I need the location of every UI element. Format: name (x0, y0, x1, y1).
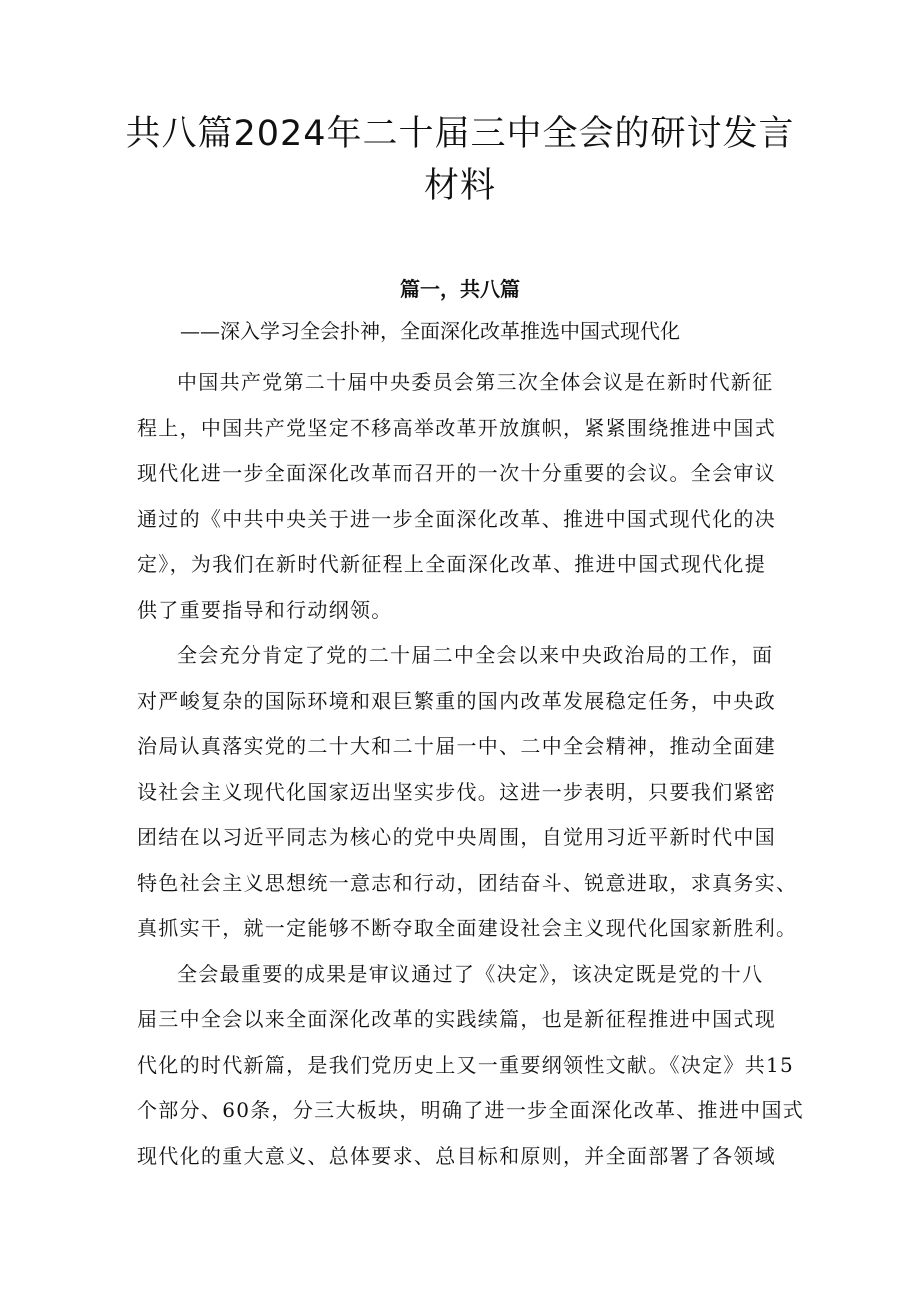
text-line: 程上，中国共产党坚定不移高举改革开放旗帜，紧紧围绕推进中国式 (137, 415, 776, 440)
text-line: 全会充分肯定了党的二十届二中全会以来中央政治局的工作，面 (177, 643, 774, 667)
title-line-2: 材料 (423, 166, 496, 206)
section-subtitle: ——深入学习全会扑神，全面深化改革推选中国式现代化 (180, 319, 680, 343)
text-line: 供了重要指导和行动纲领。 (137, 597, 393, 622)
text-line: 届三中全会以来全面深化改革的实践续篇，也是新征程推进中国式现 (137, 1007, 776, 1031)
paragraph-3 (137, 952, 805, 1180)
text-line: 全会最重要的成果是审议通过了《决定》，该决定既是党的十八 (177, 961, 764, 986)
document-body (137, 360, 805, 1179)
document-title (120, 108, 800, 212)
text-line: 个部分、60条，分三大板块，明确了进一步全面深化改革、推进中国式 (137, 1098, 805, 1122)
text-line: 设社会主义现代化国家迈出坚实步伐。这进一步表明，只要我们紧密 (137, 779, 776, 804)
text-line: 中国共产党第二十届中央委员会第三次全体会议是在新时代新征 (177, 370, 774, 394)
text-line: 现代化进一步全面深化改革而召开的一次十分重要的会议。全会审议 (137, 461, 776, 485)
text-line: 定》，为我们在新时代新征程上全面深化改革、推进中国式现代化提 (137, 552, 766, 576)
title-line-1: 共八篇2024年二十届三中全会的研讨发言 (125, 114, 795, 154)
text-line: 治局认真落实党的二十大和二十届一中、二中全会精神，推动全面建 (137, 734, 776, 758)
text-line: 代化的时代新篇，是我们党历史上又一重要纲领性文献。《决定》共15 (137, 1052, 795, 1077)
text-line: 对严峻复杂的国际环境和艰巨繁重的国内改革发展稳定任务，中央政 (137, 688, 776, 713)
paragraph-1 (137, 360, 787, 633)
text-line: 通过的《中共中央关于进一步全面深化改革、推进中国式现代化的决 (137, 506, 776, 531)
paragraph-2 (137, 633, 798, 952)
text-line: 现代化的重大意义、总体要求、总目标和原则，并全面部署了各领域 (137, 1143, 776, 1168)
text-line: 特色社会主义思想统一意志和行动，团结奋斗、锐意进取，求真务实、 (137, 870, 798, 895)
text-line: 团结在以习近平同志为核心的党中央周围，自觉用习近平新时代中国 (137, 825, 776, 849)
text-line: 真抓实干，就一定能够不断夺取全面建设社会主义现代化国家新胜利。 (137, 916, 798, 940)
section-heading: 篇一，共八篇 (400, 277, 520, 301)
